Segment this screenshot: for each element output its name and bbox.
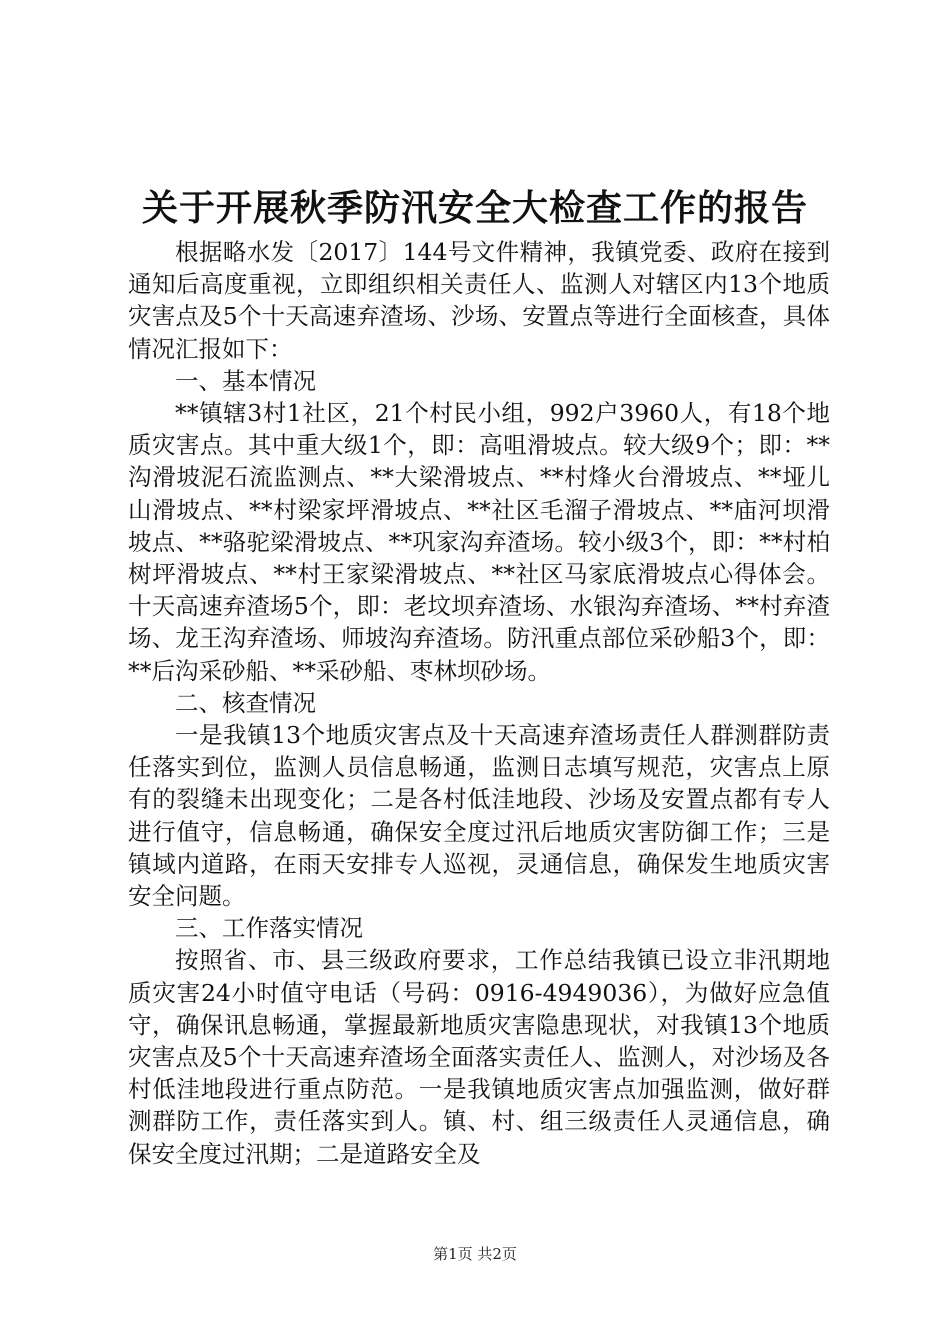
implementation-paragraph: 按照省、市、县三级政府要求，工作总结我镇已设立非汛期地质灾害24小时值守电话（号码：0916-4949036），为做好应急值守，确保讯息畅通，掌握最新地质灾害隐患现状，对我镇13个地质灾害点及5个十天高速弃渣场全面落实责任人、监测人，对沙场及各村低洼地段进行重点防范。一是我镇地质灾害点加强监测，做好群测群防工作，责任落实到人。镇、村、组三级责任人灵通信息，确保安全度过汛期；二是道路安全及 xyxy=(128,946,830,1168)
section-heading-implementation: 三、工作落实情况 xyxy=(175,914,363,943)
inspection-paragraph: 一是我镇13个地质灾害点及十天高速弃渣场责任人群测群防责任落实到位，监测人员信息畅通，监测日志填写规范，灾害点上原有的裂缝未出现变化；二是各村低洼地段、沙场及安置点都有专人进行值守，信息畅通，确保安全度过汛后地质灾害防御工作；三是镇域内道路，在雨天安排专人巡视，灵通信息，确保发生地质灾害安全问题。 xyxy=(128,721,830,911)
document-body xyxy=(128,236,830,1170)
basic-info-paragraph: **镇辖3村1社区，21个村民小组，992户3960人，有18个地质灾害点。其中重大级1个，即：高咀滑坡点。较大级9个；即：**沟滑坡泥石流监测点、**大梁滑坡点、**村烽火台滑坡点、**垭儿山滑坡点、**村梁家坪滑坡点、**社区毛溜子滑坡点、**庙河坝滑坡点、**骆驼梁滑坡点、**巩家沟弃渣场。较小级3个，即：**村柏树坪滑坡点、**村王家梁滑坡点、**社区马家底滑坡点心得体会。十天高速弃渣场5个，即：老坟坝弃渣场、水银沟弃渣场、**村弃渣场、龙王沟弃渣场、师坡沟弃渣场。防汛重点部位采砂船3个，即：**后沟采砂船、**采砂船、枣林坝砂场。 xyxy=(128,399,830,685)
page-number: 第1页 共2页 xyxy=(433,1245,517,1263)
section-heading-inspection: 二、核查情况 xyxy=(175,688,316,717)
intro-paragraph: 根据略水发〔2017〕144号文件精神，我镇党委、政府在接到通知后高度重视，立即组织相关责任人、监测人对辖区内13个地质灾害点及5个十天高速弃渣场、沙场、安置点等进行全面核查，具体情况汇报如下： xyxy=(128,238,830,363)
section-heading-basic-info: 一、基本情况 xyxy=(175,366,316,395)
document-title: 关于开展秋季防汛安全大检查工作的报告 xyxy=(141,187,808,229)
